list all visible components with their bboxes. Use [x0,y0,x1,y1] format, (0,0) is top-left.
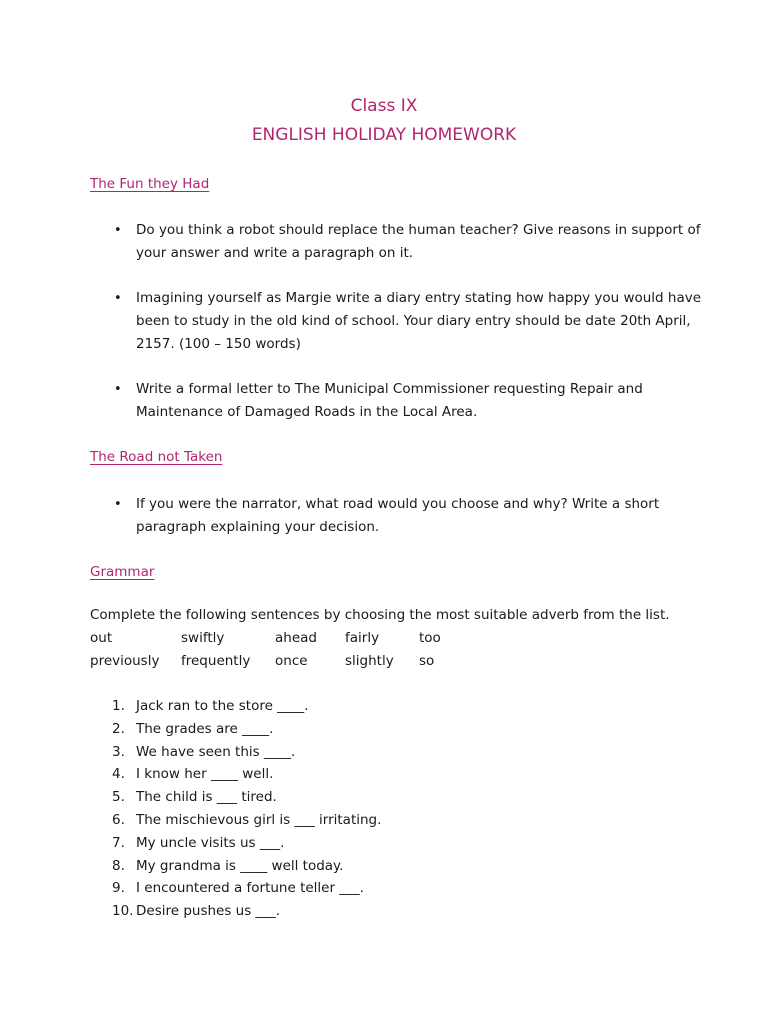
adverb-option: frequently [181,653,251,669]
adverb-option: previously [90,653,160,669]
question-number: 3. [112,744,125,760]
question-item [112,698,308,714]
question-item [112,744,295,760]
question-item [112,812,381,828]
adverb-option: out [90,630,113,646]
question-text: My grandma is ____ well today. [136,858,344,874]
bullet-item-robot-teacher [136,219,701,265]
heading-road-not-taken: The Road not Taken [90,449,223,465]
question-text: The mischievous girl is ___ irritating. [136,812,382,828]
bullet-item-formal-letter [136,378,696,424]
question-text: Jack ran to the store ____. [136,698,309,714]
question-number: 5. [112,789,125,805]
bullet-item-narrator-road [136,493,696,539]
adverb-option: once [275,653,308,669]
question-item [112,835,284,851]
question-item [112,858,343,874]
homework-title: ENGLISH HOLIDAY HOMEWORK [251,125,517,145]
question-text: The grades are ____. [136,721,274,737]
grammar-instructions: Complete the following sentences by choosing the most suitable adverb from the list. [90,607,670,623]
bullet-line: paragraph explaining your decision. [136,519,380,535]
question-number: 8. [112,858,125,874]
adverb-option: ahead [275,630,317,646]
adverb-option: too [419,630,441,646]
question-number: 10. [112,903,134,919]
bullet-line: • Imagining yourself as Margie write a diary entry stating how happy you would have [136,290,702,306]
question-item [112,766,273,782]
question-number: 9. [112,880,125,896]
question-text: The child is ___ tired. [136,789,277,805]
question-number: 2. [112,721,125,737]
heading-grammar: Grammar [90,564,155,580]
bullet-line: been to study in the old kind of school. Your diary entry should be date 20th April, [136,313,691,329]
question-text: I encountered a fortune teller ___. [136,880,364,896]
adverb-option: slightly [345,653,394,669]
question-text: My uncle visits us ___. [136,835,285,851]
question-text: Desire pushes us ___. [136,903,281,919]
heading-fun-they-had: The Fun they Had [90,176,210,192]
bullet-line: Maintenance of Damaged Roads in the Local Area. [136,404,478,420]
question-number: 1. [112,698,125,714]
question-item [112,721,273,737]
question-item [112,903,280,919]
bullet-line: • If you were the narrator, what road would you choose and why? Write a short [136,496,660,512]
bullet-line: your answer and write a paragraph on it. [136,245,414,261]
question-number: 7. [112,835,125,851]
question-text: I know her ____ well. [136,766,274,782]
question-number: 6. [112,812,125,828]
bullet-line: • Do you think a robot should replace the human teacher? Give reasons in support of [136,222,701,238]
bullet-item-diary-entry [136,287,702,356]
bullet-line: • Write a formal letter to The Municipal Commissioner requesting Repair and [136,381,643,397]
class-title: Class IX [350,96,418,116]
question-number: 4. [112,766,125,782]
adverb-option: so [419,653,435,669]
adverb-option: swiftly [181,630,225,646]
question-item [112,880,364,896]
question-item [112,789,277,805]
adverb-option: fairly [345,630,380,646]
question-text: We have seen this ____. [136,744,296,760]
bullet-line: 2157. (100 – 150 words) [136,336,301,352]
